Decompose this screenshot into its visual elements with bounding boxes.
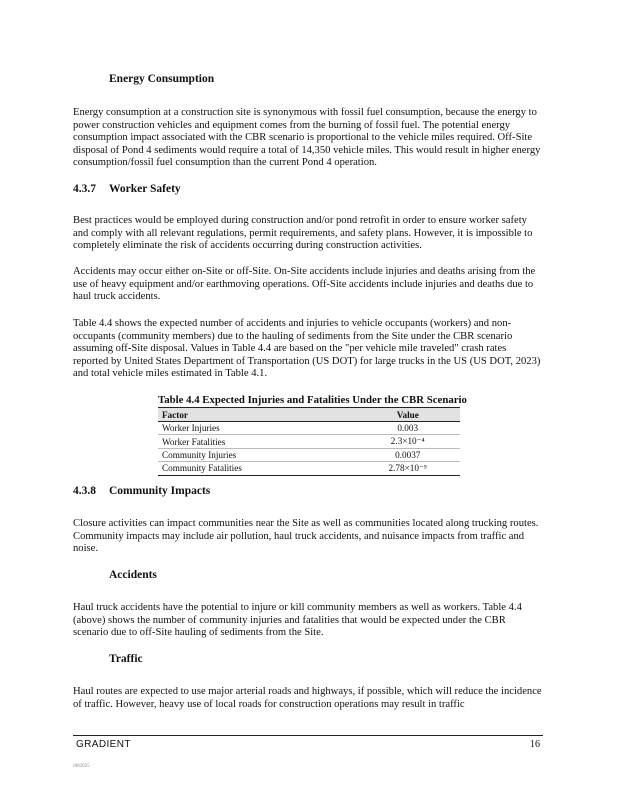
footer-divider [73, 735, 543, 736]
table-cell-factor: Community Fatalities [158, 462, 356, 475]
table-cell-factor: Community Injuries [158, 448, 356, 461]
injuries-fatalities-table [158, 407, 460, 476]
table-row [158, 422, 460, 435]
column-header-factor: Factor [158, 408, 356, 422]
heading-accidents: Accidents [109, 569, 157, 581]
table-cell-value: 2.78×10⁻⁵ [356, 462, 461, 475]
table-cell-value: 0.003 [356, 422, 461, 435]
table-cell-factor: Worker Injuries [158, 422, 356, 435]
heading-traffic: Traffic [109, 653, 143, 665]
heading-worker-safety: Worker Safety [109, 183, 181, 195]
paragraph-worker-safety-1: Best practices would be employed during construction and/or pond retrofit in order to ensure worker safety and comply with all relevant regulations, permit requirements, and safety plans. However, it is impossible to completely eliminate the risk of accidents occurring during construction activities. [73, 215, 533, 251]
table-cell-factor: Worker Fatalities [158, 435, 356, 448]
table-row [158, 462, 460, 475]
table-cell-value: 2.3×10⁻⁴ [356, 435, 461, 448]
gradient-logo: GRADIENT [76, 739, 131, 750]
section-number-4-3-7: 4.3.7 [73, 183, 96, 195]
table-header-row [158, 408, 460, 422]
page-number: 16 [530, 739, 540, 750]
section-number-4-3-8: 4.3.8 [73, 485, 96, 497]
column-header-value: Value [356, 408, 461, 422]
heading-community-impacts: Community Impacts [109, 485, 211, 497]
table-cell-value: 0.0037 [356, 448, 461, 461]
paragraph-accidents: Haul truck accidents have the potential to injure or kill community members as well as workers. Table 4.4 (above) shows the number of community injuries and fatalities that would be expected under the CBR scenario due to off-Site hauling of sediments from the Site. [73, 602, 522, 638]
paragraph-traffic: Haul routes are expected to use major arterial roads and highways, if possible, which will reduce the incidence of traffic. However, heavy use of local roads for construction operations may result in traffic [73, 686, 542, 710]
paragraph-energy: Energy consumption at a construction site is synonymous with fossil fuel consumption, because the energy to power construction vehicles and equipment comes from the burning of fossil fuel. The potential energy consumption impact associated with the CBR scenario is proportional to the vehicle miles required. Off-Site disposal of Pond 4 sediments would require a total of 14,350 vehicle miles. This would result in higher energy consumption/fossil fuel consumption than the current Pond 4 operation. [73, 107, 541, 168]
paragraph-worker-safety-2: Accidents may occur either on-Site or off-Site. On-Site accidents include injuries and deaths arising from the use of heavy equipment and/or earthmoving operations. Off-Site accidents include injuries and deaths due to haul truck accidents. [73, 266, 536, 302]
paragraph-community: Closure activities can impact communities near the Site as well as communities located along trucking routes. Community impacts may include air pollution, haul truck accidents, and nuisance impacts from traffic and noise. [73, 518, 539, 554]
table-row [158, 448, 460, 461]
heading-energy-consumption: Energy Consumption [109, 73, 215, 85]
table-row [158, 435, 460, 448]
document-code: r082025 [73, 764, 90, 769]
table-caption: Table 4.4 Expected Injuries and Fatalities Under the CBR Scenario [158, 394, 467, 406]
paragraph-worker-safety-3: Table 4.4 shows the expected number of accidents and injuries to vehicle occupants (workers) and non-occupants (community members) due to the hauling of sediments from the Site under the CBR scenario assuming off-Site disposal. Values in Table 4.4 are based on the "per vehicle mile traveled" crash rates reported by United States Department of Transportation (US DOT) for large trucks in the US (US DOT, 2023) and total vehicle miles estimated in Table 4.1. [73, 318, 541, 379]
